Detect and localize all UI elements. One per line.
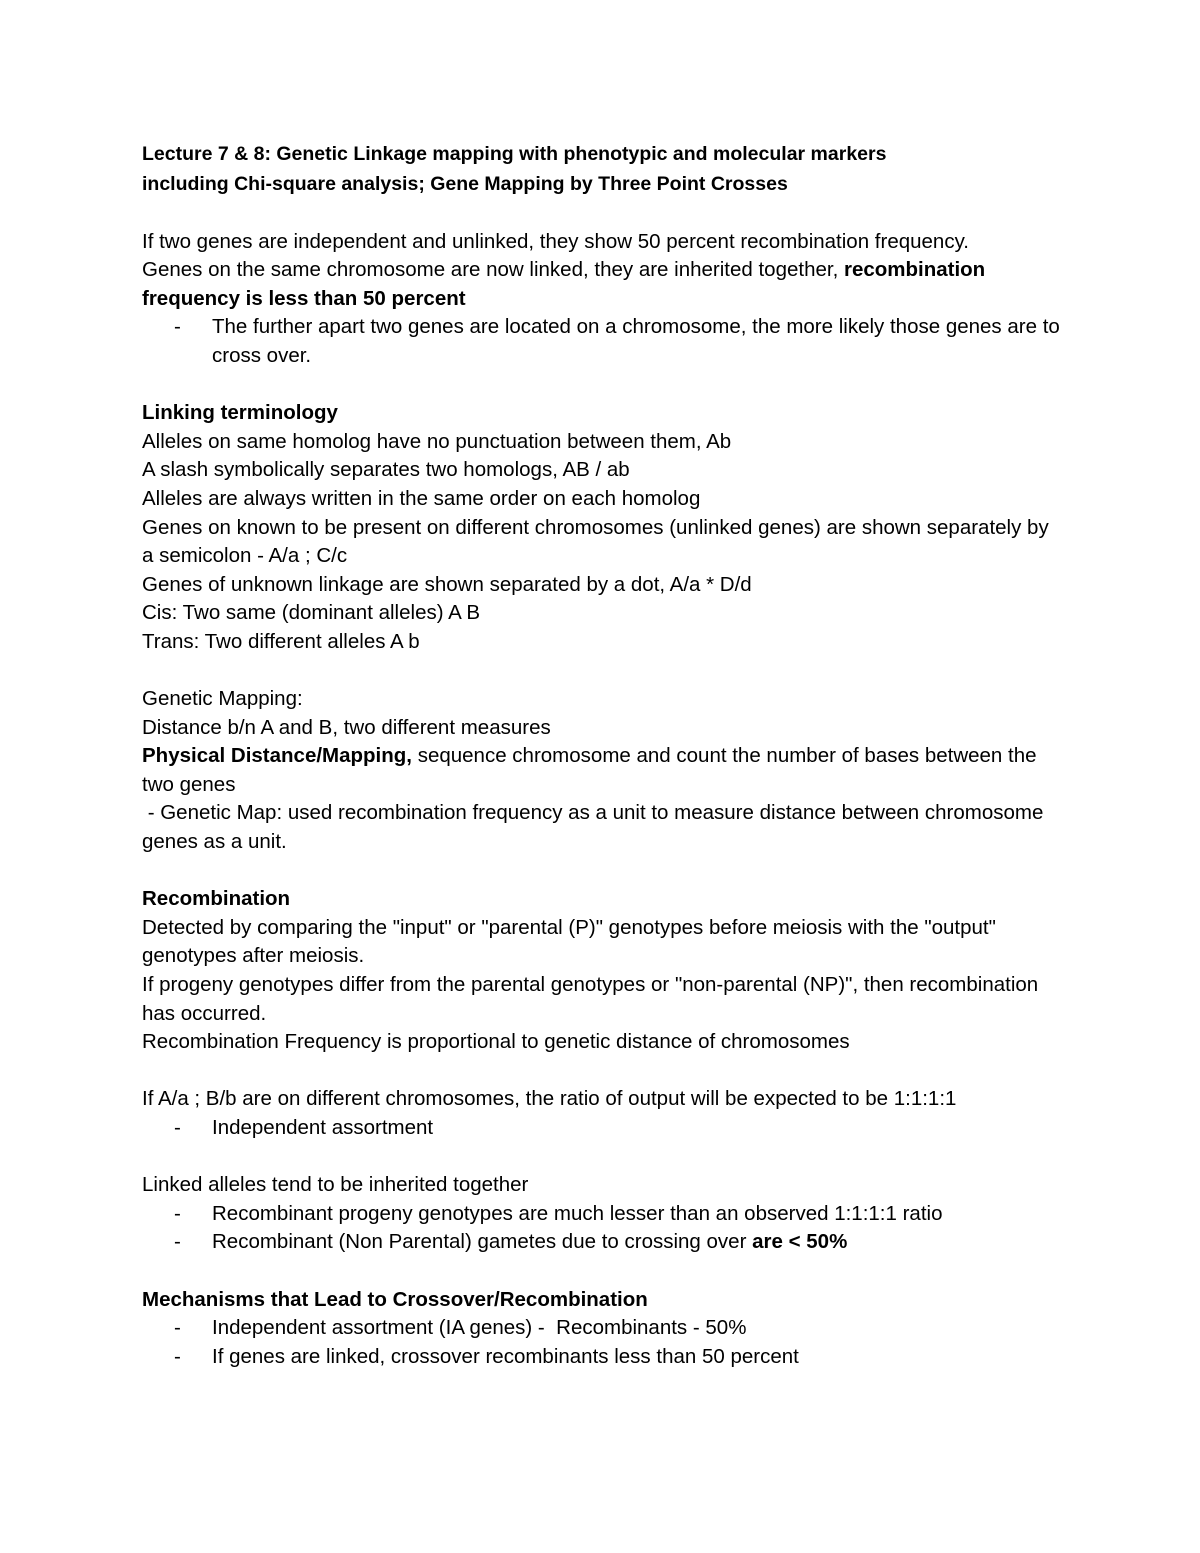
- dash-marker: -: [174, 1316, 181, 1340]
- dash-marker: -: [174, 1230, 181, 1254]
- list-item-text: Independent assortment (IA genes) - Recombinants - 50%: [212, 1316, 747, 1340]
- mapping-distance: Distance b/n A and B, two different measures: [142, 715, 551, 739]
- list-item-text: Recombinant (Non Parental) gametes due to crossing over: [212, 1230, 747, 1254]
- list-item: [142, 1114, 1062, 1143]
- physical-mapping-paragraph: [142, 742, 1062, 799]
- linked-bullet-list: [142, 1200, 1062, 1257]
- list-item-text: If genes are linked, crossover recombinants less than 50 percent: [212, 1344, 799, 1368]
- linking-line: Trans: Two different alleles A b: [142, 629, 420, 653]
- genetic-map-paragraph: - Genetic Map: used recombination frequency as a unit to measure distance between chromosome genes as a unit.: [142, 801, 1050, 854]
- linking-line: Alleles are always written in the same order on each homolog: [142, 486, 701, 510]
- list-item-text: Independent assortment: [212, 1116, 434, 1139]
- lecture-title: [142, 139, 1062, 199]
- list-item: [142, 1200, 1062, 1229]
- mechanisms-bullet-list: [142, 1314, 1062, 1371]
- intro-paragraph-2-bold: recombination frequency is less than 50 percent: [142, 258, 986, 310]
- list-item: [142, 1228, 1062, 1257]
- document-body: [142, 139, 1062, 1371]
- dash-marker: -: [174, 1201, 181, 1225]
- title-line-1: Lecture 7 & 8: Genetic Linkage mapping with phenotypic and molecular markers: [142, 143, 887, 165]
- title-line-2: including Chi-square analysis; Gene Mapping by Three Point Crosses: [142, 173, 788, 195]
- dash-marker: -: [174, 1344, 181, 1368]
- dash-marker: -: [174, 315, 181, 339]
- linking-line: Genes of unknown linkage are shown separated by a dot, A/a * D/d: [142, 572, 752, 596]
- recombination-line: If progeny genotypes differ from the parental genotypes or "non-parental (NP)", then recombination has occurred.: [142, 973, 1039, 1025]
- linking-line: Cis: Two same (dominant alleles) A B: [142, 601, 481, 625]
- recombination-line: Recombination Frequency is proportional to genetic distance of chromosomes: [142, 1030, 850, 1054]
- assortment-bullet-list: [142, 1114, 1062, 1143]
- list-item-bold-text: are < 50%: [752, 1230, 848, 1254]
- linking-line: A slash symbolically separates two homologs, AB / ab: [142, 458, 630, 482]
- assortment-line: If A/a ; B/b are on different chromosomes, the ratio of output will be expected to be 1:1:1:1: [142, 1087, 957, 1111]
- intro-paragraph-1: If two genes are independent and unlinked, they show 50 percent recombination frequency.: [142, 229, 969, 253]
- recombination-heading: Recombination: [142, 887, 291, 911]
- list-item: [142, 1314, 1062, 1343]
- linking-line: Alleles on same homolog have no punctuation between them, Ab: [142, 429, 732, 453]
- list-item: [142, 1343, 1062, 1372]
- intro-paragraph-2-text: Genes on the same chromosome are now linked, they are inherited together,: [142, 258, 839, 282]
- list-item: [142, 313, 1062, 370]
- dash-marker: -: [174, 1116, 181, 1139]
- recombination-line: Detected by comparing the "input" or "parental (P)" genotypes before meiosis with the "output" genotypes after meiosis.: [142, 915, 996, 968]
- mechanisms-heading: Mechanisms that Lead to Crossover/Recombination: [142, 1287, 648, 1311]
- physical-mapping-term: Physical Distance/Mapping,: [142, 744, 412, 768]
- list-item-text: The further apart two genes are located on a chromosome, the more likely those genes are to cross over.: [212, 315, 1060, 367]
- linking-line: Genes on known to be present on different chromosomes (unlinked genes) are shown separately by a semicolon - A/a ; C/c: [142, 515, 1049, 568]
- mapping-label: Genetic Mapping:: [142, 687, 303, 711]
- physical-mapping-text: sequence chromosome and count the number of bases between the two genes: [142, 744, 1037, 796]
- intro-paragraph-2: [142, 256, 1062, 313]
- list-item-text: Recombinant progeny genotypes are much lesser than an observed 1:1:1:1 ratio: [212, 1201, 943, 1225]
- linked-line: Linked alleles tend to be inherited together: [142, 1173, 529, 1197]
- intro-bullet-list: [142, 313, 1062, 370]
- linking-heading: Linking terminology: [142, 401, 338, 425]
